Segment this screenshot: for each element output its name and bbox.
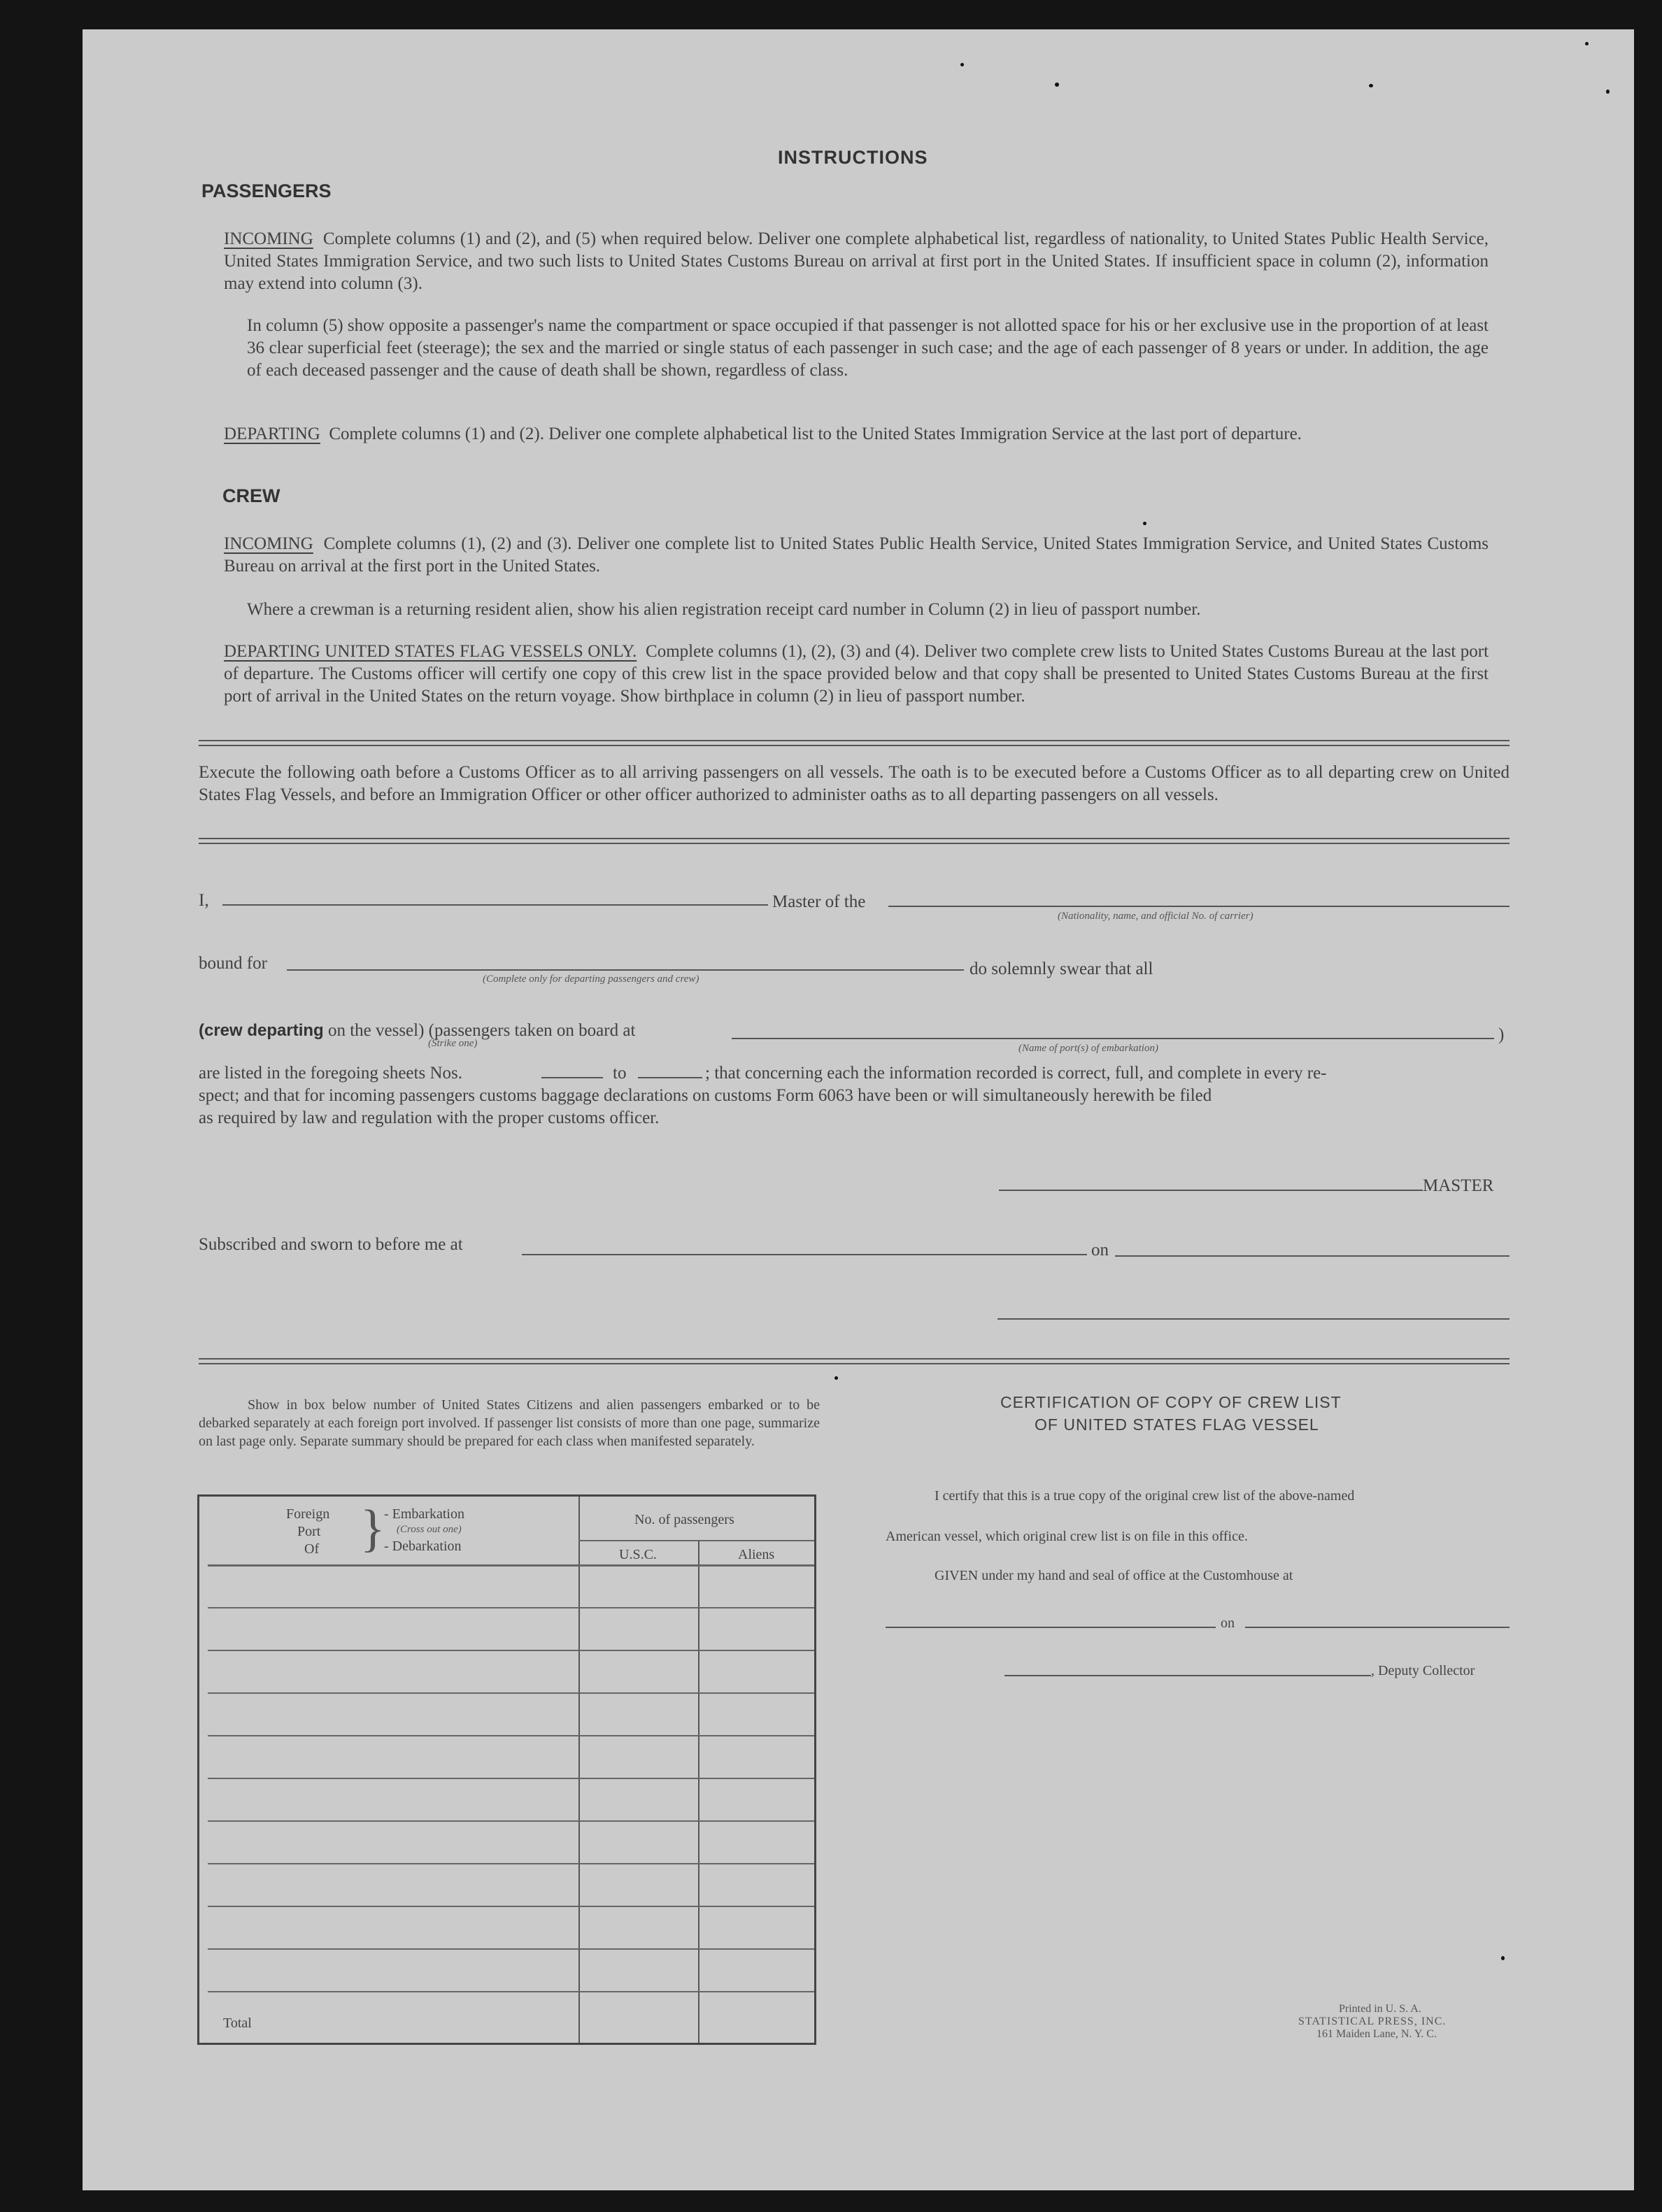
deputy-signature-field[interactable] — [1004, 1675, 1371, 1676]
swear-label: do solemnly swear that all — [970, 959, 1153, 978]
summary-instructions: Show in box below number of United States Citizens and alien passengers embarked or to be debarked separately at each foreign port involved. If passenger list consists of more than one page, summarize on last page only. Separate summary should be prepared for each class when manifested separately. — [199, 1397, 820, 1449]
page-title: INSTRUCTIONS — [778, 147, 928, 168]
sheet-from-field[interactable] — [541, 1077, 603, 1078]
of-label: Of — [304, 1541, 320, 1557]
double-rule — [199, 1358, 1510, 1364]
scan-speck — [960, 63, 964, 66]
passengers-incoming-paragraph — [224, 228, 1489, 295]
table-row-rule — [208, 1692, 814, 1694]
master-label: MASTER — [1423, 1176, 1494, 1195]
oath-instructions: Execute the following oath before a Customs Officer as to all arriving passengers on all vessels. The oath is to be executed before a Customs Officer as to all departing crew on United States Flag Vessels, and before an Immigration Officer or other officer authorized to administer oaths as to all departing passengers on all vessels. — [199, 763, 1510, 804]
table-row-rule — [208, 1820, 814, 1822]
passengers-departing-paragraph — [224, 423, 1489, 445]
table-divider — [578, 1540, 814, 1541]
no-of-passengers-header: No. of passengers — [634, 1512, 734, 1527]
crew-incoming-text: Complete columns (1), (2) and (3). Deliver one complete list to United States Public Health Service, United States Immigration Service, and United States Customs Bureau on arrival at the first port in the United States. — [224, 534, 1489, 576]
crew-departing-bold: (crew departing — [199, 1021, 324, 1040]
crew-heading: CREW — [222, 485, 280, 506]
certification-line-3: GIVEN under my hand and seal of office at the Customhouse at — [935, 1568, 1293, 1583]
bound-for-field[interactable] — [287, 969, 964, 971]
certification-on-label: on — [1221, 1615, 1235, 1631]
to-label: to — [613, 1064, 627, 1083]
aliens-header: Aliens — [738, 1547, 775, 1562]
officer-signature-field[interactable] — [997, 1318, 1510, 1320]
printer-line-2: STATISTICAL PRESS, INC. — [1298, 2015, 1447, 2027]
double-rule — [199, 740, 1510, 746]
on-label: on — [1091, 1241, 1109, 1260]
total-label: Total — [223, 2015, 252, 2031]
passengers-heading: PASSENGERS — [201, 180, 332, 201]
listed-line-1b: ; that concerning each the information recorded is correct, full, and complete in every re- — [705, 1064, 1327, 1083]
passengers-incoming-text: Complete columns (1) and (2), and (5) when required below. Deliver one complete alphabetical list, regardless of nationality, to United States Public Health Service, United States Immigration Service, and two such lists to United States Customs Bureau on arrival at first port in the United States. If insufficient space in column (2), information may extend into column (3). — [224, 229, 1489, 293]
certification-line-1: I certify that this is a true copy of the original crew list of the above-named — [935, 1488, 1355, 1504]
table-row-rule — [208, 1735, 814, 1736]
brace-icon: } — [360, 1500, 385, 1557]
printer-line-1: Printed in U. S. A. — [1339, 2003, 1421, 2015]
table-row-rule — [208, 1778, 814, 1779]
carrier-caption: (Nationality, name, and official No. of carrier) — [1058, 911, 1253, 922]
scan-speck — [1606, 90, 1610, 94]
table-row-rule — [208, 1863, 814, 1864]
crew-departing-paragraph — [224, 641, 1489, 708]
bound-for-label: bound for — [199, 954, 267, 973]
table-row-rule — [208, 1948, 814, 1950]
certification-line-2: American vessel, which original crew list is on file in this office. — [886, 1529, 1248, 1544]
embarkation-label: - Embarkation — [384, 1506, 464, 1522]
scan-speck — [834, 1376, 838, 1380]
scan-speck — [1143, 522, 1146, 525]
ports-caption: (Name of port(s) of embarkation) — [1018, 1043, 1158, 1054]
listed-line-1a: are listed in the foregoing sheets Nos. — [199, 1064, 462, 1083]
listed-line-2: spect; and that for incoming passengers customs baggage declarations on customs Form 6063 have been or will simultaneously herewith be filed — [199, 1086, 1212, 1105]
certification-title-1: CERTIFICATION OF COPY OF CREW LIST — [1000, 1393, 1342, 1411]
table-header-rule — [208, 1564, 814, 1567]
scan-speck — [1585, 42, 1589, 45]
resident-alien-paragraph: Where a crewman is a returning resident alien, show his alien registration receipt card number in Column (2) in lieu of passport number. — [247, 600, 1201, 619]
master-of-label: Master of the — [772, 892, 866, 911]
crew-incoming-paragraph — [224, 533, 1489, 578]
debarkation-label: - Debarkation — [384, 1539, 462, 1554]
table-divider — [698, 1540, 699, 2043]
customhouse-field[interactable] — [886, 1627, 1216, 1628]
incoming-label: INCOMING — [224, 229, 313, 248]
subscribed-label: Subscribed and sworn to before me at — [199, 1235, 463, 1254]
port-of-embarkation-field[interactable] — [732, 1038, 1494, 1039]
usc-header: U.S.C. — [619, 1547, 657, 1562]
printer-line-3: 161 Maiden Lane, N. Y. C. — [1316, 2028, 1437, 2040]
scan-speck — [1369, 84, 1373, 87]
certification-title-2: OF UNITED STATES FLAG VESSEL — [1035, 1415, 1319, 1434]
crew-passengers-line — [199, 1020, 635, 1042]
column5-paragraph: In column (5) show opposite a passenger's name the compartment or space occupied if that passenger is not allotted space for his or her exclusive use in the proportion of at least 36 clear superficial feet (steerage); the sex and the married or single status of each passenger in such case; and the age of each passenger of 8 years or under. In addition, the age of each deceased passenger and the cause of death shall be shown, regardless of class. — [247, 316, 1489, 380]
close-paren: ) — [1498, 1025, 1505, 1044]
crew-incoming-label: INCOMING — [224, 534, 313, 553]
carrier-field[interactable] — [888, 906, 1510, 907]
foreign-label: Foreign — [286, 1506, 330, 1522]
passenger-summary-table — [197, 1494, 816, 2045]
double-rule — [199, 838, 1510, 844]
table-row-rule — [208, 1607, 814, 1608]
table-row-rule — [208, 1906, 814, 1907]
port-label: Port — [297, 1524, 321, 1539]
crew-departing-text: Complete columns (1), (2), (3) and (4). Deliver two complete crew lists to United States Customs Bureau at the last port of departure. The Customs officer will certify one copy of this crew list in the space provided below and that copy shall be presented to United States Customs Bureau at the first port of arrival in the United States on the return voyage. Show birthplace in column (2) in lieu of passport number. — [224, 642, 1489, 706]
cross-out-label: (Cross out one) — [397, 1524, 462, 1535]
table-row-rule — [208, 1991, 814, 1992]
crew-departing-label: DEPARTING UNITED STATES FLAG VESSELS ONLY. — [224, 642, 637, 661]
bound-for-caption: (Complete only for departing passengers and crew) — [483, 973, 699, 985]
crew-departing-rest: on the vessel) (passengers taken on board at — [327, 1021, 636, 1040]
certification-date-field[interactable] — [1245, 1627, 1510, 1628]
deputy-collector-label: , Deputy Collector — [1371, 1663, 1475, 1678]
strike-one-caption: (Strike one) — [428, 1038, 478, 1049]
scan-speck — [1055, 83, 1059, 87]
scan-speck — [1501, 1956, 1505, 1960]
table-divider — [578, 1497, 580, 2043]
master-signature-field[interactable] — [999, 1190, 1423, 1191]
sworn-at-field[interactable] — [522, 1254, 1087, 1255]
listed-line-3: as required by law and regulation with the proper customs officer. — [199, 1108, 660, 1127]
sworn-date-field[interactable] — [1115, 1255, 1510, 1257]
master-name-field[interactable] — [222, 904, 768, 906]
passengers-departing-text: Complete columns (1) and (2). Deliver one complete alphabetical list to the United States Immigration Service at the last port of departure. — [329, 424, 1302, 443]
i-label: I, — [199, 891, 209, 910]
sheet-to-field[interactable] — [638, 1077, 702, 1078]
table-row-rule — [208, 1650, 814, 1651]
departing-label: DEPARTING — [224, 424, 320, 443]
